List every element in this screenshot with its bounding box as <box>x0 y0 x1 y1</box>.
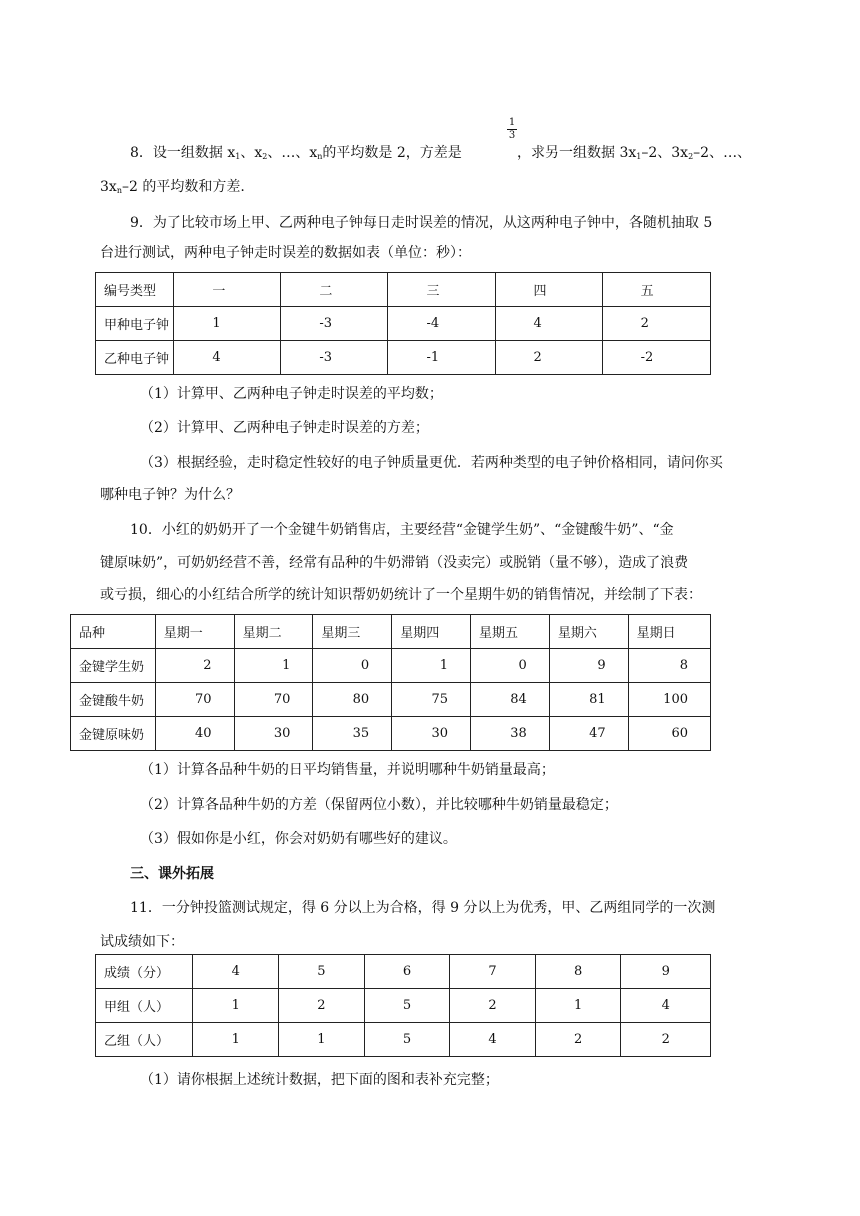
table-cell: 1 <box>193 1023 279 1057</box>
table-cell: 80 <box>313 683 392 717</box>
section-title: 三、课外拓展 <box>130 866 214 882</box>
table-cell: 1 <box>234 649 313 683</box>
q9-table <box>95 272 711 375</box>
table-cell: 0 <box>471 649 550 683</box>
q10-line3: 或亏损，细心的小红结合所学的统计知识帮奶奶统计了一个星期牛奶的销售情况，并绘制了下表： <box>100 587 702 603</box>
q9-sub1: （1）计算甲、乙两种电子钟走时误差的平均数； <box>140 386 443 402</box>
q9-sub3-line1: （3）根据经验，走时稳定性较好的电子钟质量更优．若两种类型的电子钟价格相同，请问你买 <box>140 455 723 471</box>
table-row <box>71 683 711 717</box>
table-cell: 5 <box>364 1023 450 1057</box>
table-cell: 1 <box>193 989 279 1023</box>
table-row <box>96 307 711 341</box>
table-cell: 4 <box>174 341 281 375</box>
table-cell: 2 <box>279 989 365 1023</box>
table-header-cell: 星期四 <box>392 615 471 649</box>
table-header-cell: 星期六 <box>549 615 628 649</box>
table-header-cell: 编号类型 <box>96 273 174 307</box>
table-cell: 2 <box>602 307 710 341</box>
table-header-cell: 品种 <box>71 615 156 649</box>
q9-sub2: （2）计算甲、乙两种电子钟走时误差的方差； <box>140 420 429 436</box>
q10-line1: 10．小红的奶奶开了一个金键牛奶销售店，主要经营“金键学生奶”、“金键酸牛奶”、“金 <box>130 522 674 538</box>
table-cell: 乙种电子钟 <box>96 341 174 375</box>
table-cell: 2 <box>495 341 602 375</box>
table-header-cell: 成绩（分） <box>96 955 193 989</box>
q11-table <box>95 954 711 1057</box>
table-cell: 70 <box>155 683 234 717</box>
table-header-row <box>71 615 711 649</box>
table-cell: -4 <box>388 307 495 341</box>
table-header-cell: 星期日 <box>628 615 710 649</box>
table-header-row <box>96 273 711 307</box>
q9-sub3-line2: 哪种电子钟？为什么？ <box>100 487 240 503</box>
table-cell: 47 <box>549 717 628 751</box>
table-header-cell: 星期二 <box>234 615 313 649</box>
table-cell: 金键酸牛奶 <box>71 683 156 717</box>
table-header-cell: 5 <box>279 955 365 989</box>
table-cell: 2 <box>155 649 234 683</box>
table-header-cell: 一 <box>174 273 281 307</box>
table-cell: 4 <box>621 989 711 1023</box>
table-cell: 2 <box>535 1023 621 1057</box>
table-cell: 0 <box>313 649 392 683</box>
table-cell: 乙组（人） <box>96 1023 193 1057</box>
table-header-cell: 7 <box>450 955 536 989</box>
table-header-cell: 星期一 <box>155 615 234 649</box>
table-cell: 4 <box>495 307 602 341</box>
table-cell: -3 <box>281 341 388 375</box>
table-cell: 金键原味奶 <box>71 717 156 751</box>
table-cell: 甲种电子钟 <box>96 307 174 341</box>
table-header-row <box>96 955 711 989</box>
q9-line1: 9．为了比较市场上甲、乙两种电子钟每日走时误差的情况，从这两种电子钟中，各随机抽取 5 <box>130 215 713 231</box>
table-cell: 35 <box>313 717 392 751</box>
q10-sub1: （1）计算各品种牛奶的日平均销售量，并说明哪种牛奶销量最高； <box>140 762 555 778</box>
table-cell: 5 <box>364 989 450 1023</box>
table-cell: 金键学生奶 <box>71 649 156 683</box>
table-cell: -3 <box>281 307 388 341</box>
q11-line1: 11．一分钟投篮测试规定，得 6 分以上为合格，得 9 分以上为优秀，甲、乙两组同学的一次测 <box>130 900 716 916</box>
table-cell: 1 <box>535 989 621 1023</box>
fraction-one-third: 1 3 <box>508 117 516 141</box>
q11-sub1: （1）请你根据上述统计数据，把下面的图和表补充完整； <box>140 1072 499 1088</box>
table-header-cell: 三 <box>388 273 495 307</box>
table-header-cell: 6 <box>364 955 450 989</box>
q10-table <box>70 614 711 751</box>
table-cell: 75 <box>392 683 471 717</box>
q10-sub2: （2）计算各品种牛奶的方差（保留两位小数），并比较哪种牛奶销量最稳定； <box>140 797 618 813</box>
table-cell: 甲组（人） <box>96 989 193 1023</box>
table-cell: 1 <box>279 1023 365 1057</box>
table-header-cell: 二 <box>281 273 388 307</box>
table-cell: 70 <box>234 683 313 717</box>
table-header-cell: 五 <box>602 273 710 307</box>
table-header-cell: 四 <box>495 273 602 307</box>
table-cell: 2 <box>621 1023 711 1057</box>
table-cell: 1 <box>174 307 281 341</box>
q8-line2: $3x_n-2$ 的平均数和方差. <box>100 179 245 195</box>
table-cell: -2 <box>602 341 710 375</box>
table-cell: 9 <box>549 649 628 683</box>
table-header-cell: 星期五 <box>471 615 550 649</box>
q10-line2: 键原味奶”，可奶奶经营不善，经常有品种的牛奶滞销（没卖完）或脱销（量不够），造成了浪费 <box>100 555 689 571</box>
table-cell: 81 <box>549 683 628 717</box>
table-header-cell: 8 <box>535 955 621 989</box>
table-cell: 4 <box>450 1023 536 1057</box>
table-row <box>71 649 711 683</box>
table-header-cell: 4 <box>193 955 279 989</box>
table-cell: 30 <box>234 717 313 751</box>
table-row <box>96 341 711 375</box>
table-cell: -1 <box>388 341 495 375</box>
table-cell: 84 <box>471 683 550 717</box>
table-cell: 1 <box>392 649 471 683</box>
q9-line2: 台进行测试，两种电子钟走时误差的数据如表（单位：秒）： <box>100 245 471 261</box>
table-row <box>71 717 711 751</box>
table-cell: 30 <box>392 717 471 751</box>
q8-line1-cont: ，求另一组数据 $3x_1-2$、$3x_2-2$、…、 <box>517 145 752 161</box>
table-cell: 8 <box>628 649 710 683</box>
q8-line1: 8．设一组数据 $x_1$、$x_2$、…、$x_n$的平均数是 2，方差是 <box>130 145 462 161</box>
table-header-cell: 9 <box>621 955 711 989</box>
table-cell: 60 <box>628 717 710 751</box>
table-cell: 40 <box>155 717 234 751</box>
q11-line2: 试成绩如下： <box>100 934 184 950</box>
table-cell: 100 <box>628 683 710 717</box>
table-cell: 2 <box>450 989 536 1023</box>
table-cell: 38 <box>471 717 550 751</box>
table-row <box>96 989 711 1023</box>
table-header-cell: 星期三 <box>313 615 392 649</box>
q10-sub3: （3）假如你是小红，你会对奶奶有哪些好的建议。 <box>140 831 457 847</box>
table-row <box>96 1023 711 1057</box>
